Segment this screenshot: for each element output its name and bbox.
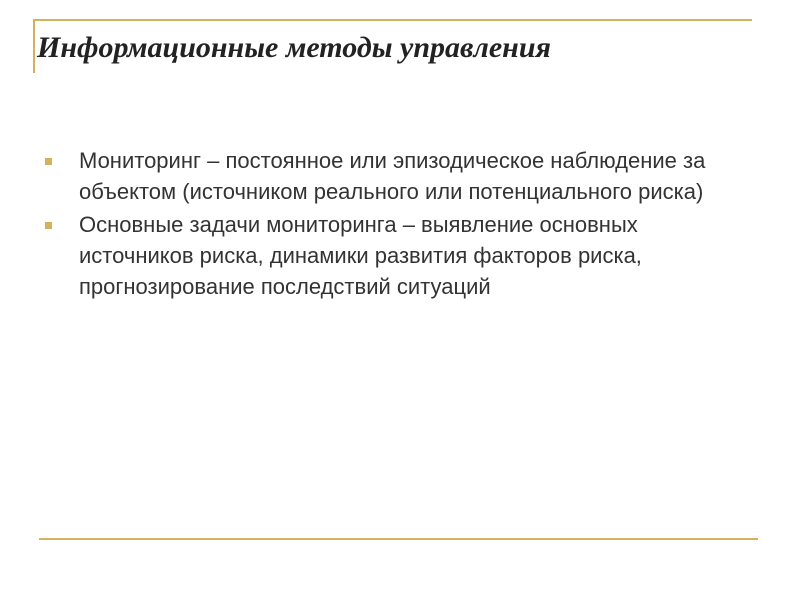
square-bullet-icon bbox=[45, 222, 52, 229]
square-bullet-icon bbox=[45, 158, 52, 165]
slide-title: Информационные методы управления bbox=[37, 31, 551, 64]
top-rule bbox=[33, 19, 752, 21]
bullet-list bbox=[40, 145, 740, 304]
bullet-item bbox=[40, 145, 740, 207]
bullet-text: Основные задачи мониторинга – выявление основных источников риска, динамики развития факторов риска, прогнозирование последствий ситуаций bbox=[79, 212, 642, 299]
left-rule bbox=[33, 19, 35, 73]
bullet-text: Мониторинг – постоянное или эпизодическое наблюдение за объектом (источником реального или потенциального риска) bbox=[79, 148, 706, 204]
bottom-rule bbox=[39, 538, 758, 540]
bullet-item bbox=[40, 209, 740, 302]
